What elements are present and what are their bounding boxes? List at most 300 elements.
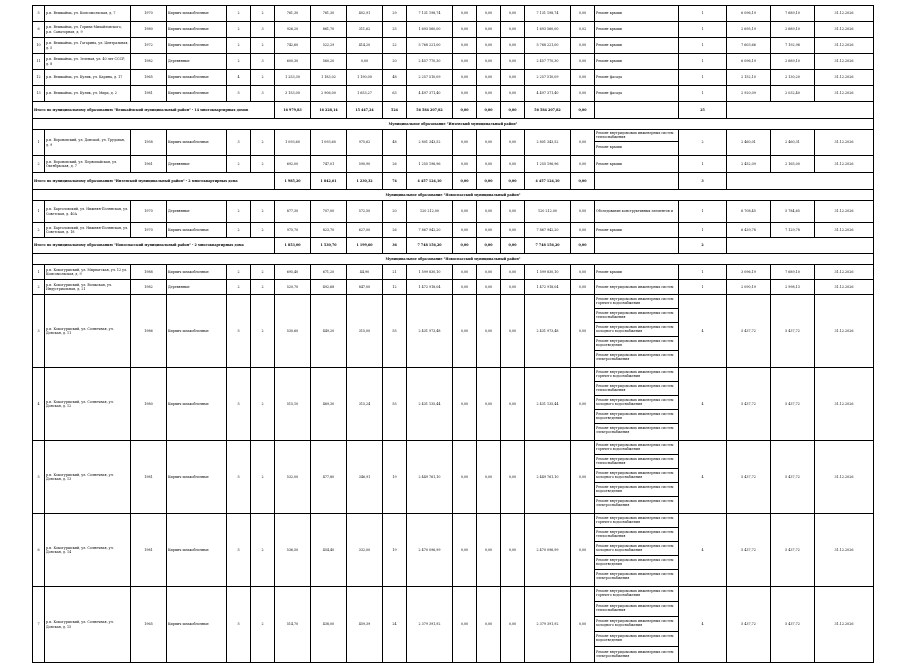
table-cell: 31.12.2026 [815,280,874,295]
total-cell: 0,00 [477,173,501,190]
total-cell: 7 748 156,20 [525,238,571,254]
table-cell: 1 [33,265,45,280]
table-cell: 1 [679,201,727,223]
table-cell: Кирпич шлакоблочные [167,70,227,86]
table-cell: 4 [679,441,727,514]
table-cell: 2 [227,54,251,70]
table-cell: 5 437,72 [727,368,771,441]
housing-repair-table [32,5,874,663]
table-cell: р.п. Вешкайма, ул. Кулик, ул. Карина, д. 17 [45,70,131,86]
total-cell: 0,00 [501,238,525,254]
work-item: Ремонт внутридомовых инженерных систем теплоснабжения [595,382,678,396]
table-cell: 7 129,78 [771,223,815,238]
table-cell: 0,00 [477,156,501,173]
table-cell: 2 090,19 [727,280,771,295]
table-cell: 2 [251,70,275,86]
table-cell: 0,00 [571,265,595,280]
table-cell: р.п. Вороновский, ул. Донской, ул. Трудовая, д. 9 [45,130,131,156]
table-cell: Деревянные [167,280,227,295]
table-cell: Деревянные [167,156,227,173]
table-cell: 5 [33,441,45,514]
table-cell: 0,00 [453,265,477,280]
work-item: Ремонт внутридомовых инженерных систем теплоснабжения [595,528,678,542]
work-item: Ремонт внутридомовых инженерных систем теплоснабжения [595,602,678,617]
work-item: Ремонт внутридомовых инженерных систем горячего водоснабжения [595,587,678,602]
table-cell: 3 [227,130,251,156]
table-cell: 1 [679,38,727,54]
table-cell: 7 867 942,20 [525,223,571,238]
table-cell: 1 [679,265,727,280]
works-list [595,38,679,54]
table-cell: 5 [227,368,251,441]
table-cell: 926,20 [275,22,311,38]
work-item: Ремонт внутридомовых инженерных систем электроснабжения [596,499,674,507]
table-cell: 7 [33,587,45,663]
table-cell: 747,01 [311,156,347,173]
work-item: Ремонт внутридомовых инженерных систем водоотведения [595,632,678,647]
total-cell: 4 457 124,10 [525,173,571,190]
table-cell: 31.12.2026 [815,22,874,38]
table-cell: 31.12.2026 [815,368,874,441]
table-cell: 1 [33,201,45,223]
table-cell: 1970 [131,201,167,223]
table-cell: 0,00 [501,6,525,22]
table-cell: 877,30 [275,201,311,223]
table-cell: 1 599 830,10 [525,265,571,280]
table-cell: 0,00 [501,86,525,102]
table-cell: 1 472 918,04 [407,280,453,295]
table-cell: 5 [227,441,251,514]
table-cell: 1981 [131,86,167,102]
works-list [595,514,679,587]
table-cell: 2 152,10 [727,70,771,86]
table-row [33,201,874,223]
table-cell: 31.12.2026 [815,130,874,156]
table-cell: 1 253,30 [275,70,311,86]
table-cell: 5 437,72 [727,441,771,514]
table-row [33,54,874,70]
table-cell: 671,20 [311,265,347,280]
table-cell: 0,00 [477,265,501,280]
work-item: Ремонт внутридомовых инженерных систем горячего водоснабжения [595,368,678,382]
table-cell: 0,00 [347,54,383,70]
table-cell: 31.12.2026 [815,38,874,54]
table-cell: 0,00 [501,223,525,238]
table-cell: 7 131 198,74 [525,6,571,22]
work-item: Обследование конструктивных элементов и [596,209,673,213]
table-cell: 761,30 [311,6,347,22]
work-item: Ремонт внутридомовых инженерных систем горячего водоснабжения [595,514,678,528]
section-title: Муниципальное образование "Новоспасский муниципальный район" [33,190,874,201]
table-row [33,514,874,587]
table-cell: 2 449 761,10 [525,441,571,514]
table-cell: 0,00 [571,130,595,156]
total-cell: 15 447,24 [347,102,383,119]
table-cell: 22 [383,38,407,54]
table-cell: 2 431 135,44 [407,368,453,441]
table-cell: 315,00 [347,295,383,368]
table-cell: 25 [383,22,407,38]
work-item: Ремонт крыши [596,270,622,274]
table-cell: 1970 [131,6,167,22]
table-cell: 1 [679,70,727,86]
table-cell: 55 [383,295,407,368]
work-item: Ремонт внутридомовых инженерных систем холодного водоснабжения [595,396,678,410]
table-cell: 0,00 [453,223,477,238]
total-cell: 56 584 207,82 [525,102,571,119]
table-cell: 5 437,72 [771,295,815,368]
works-list [595,441,679,514]
table-cell: 0,00 [453,295,477,368]
table-cell: 6 708,45 [727,201,771,223]
table-cell: 7 192,98 [771,38,815,54]
table-cell: Кирпич шлакоблочные [167,86,227,102]
table-cell: 4 [679,587,727,663]
table-cell: 6 096,19 [727,6,771,22]
work-item: Ремонт внутридомовых инженерных систем холодного водоснабжения [595,617,678,632]
table-cell: 0,00 [453,70,477,86]
work-item: Ремонт внутридомовых инженерных систем водоотведения [595,410,678,424]
works-list [595,6,679,22]
total-cell: 1 230,32 [347,173,383,190]
table-cell: 2 [227,280,251,295]
table-cell: 0,00 [501,201,525,223]
work-item: Ремонт внутридомовых инженерных систем электроснабжения [596,426,674,434]
work-item: Ремонт внутридомовых инженерных систем горячего водоснабжения [595,295,678,309]
table-cell: 522,29 [311,38,347,54]
empty-cell [595,173,679,190]
table-cell: 1972 [131,38,167,54]
empty-cell [595,102,679,119]
table-cell: 0,00 [477,86,501,102]
table-cell: 4 497 371,40 [525,86,571,102]
table-cell: 1 599 830,10 [407,265,453,280]
table-cell: 7 603,66 [727,38,771,54]
section-title: Муниципальное образование "Новоспасский муниципальный район" [33,254,874,265]
table-cell: 2 [251,6,275,22]
table-cell: 31.12.2026 [815,587,874,663]
table-cell: 2 [227,38,251,54]
table-cell: Кирпич шлакоблочные [167,22,227,38]
work-item: Ремонт внутридомовых инженерных систем теплоснабжения [595,455,678,469]
table-cell: 2 [251,201,275,223]
table-cell: 2 [227,22,251,38]
table-cell: 0,00 [477,514,501,587]
work-item: Ремонт внутридомовых инженерных систем электроснабжения [596,572,674,580]
table-cell: 477,80 [311,441,347,514]
work-item: Ремонт фасада [596,75,623,79]
table-cell: р.п. Вешкайма, ул. Кулик, ул. Мира, д. 2 [45,86,131,102]
table-cell: 1 [679,86,727,102]
table-cell: 0,00 [571,441,595,514]
table-cell: 2 470 096,99 [525,514,571,587]
table-cell: 0,00 [453,22,477,38]
works-list [595,223,679,238]
table-cell: р.п. Кокогуршский, ул. Солнечная, ул. Донская, д. 11 [45,295,131,368]
table-cell: 7 689,10 [771,6,815,22]
works-list [595,22,679,38]
table-cell: 19 [383,514,407,587]
table-cell: 1 [679,280,727,295]
table-cell: 2 998,13 [771,280,815,295]
table-cell: 0,00 [453,201,477,223]
table-cell: 2 [251,265,275,280]
table-cell: 2 [251,441,275,514]
table-cell: 0,00 [477,587,501,663]
table-cell: Кирпич шлакоблочные [167,368,227,441]
total-cell: 7 748 156,20 [407,238,453,254]
table-cell: 1965 [131,70,167,86]
table-cell: 2 [227,265,251,280]
work-item: Ремонт крыши [596,228,622,232]
table-row [33,86,874,102]
total-cell: 524 [383,102,407,119]
works-list [595,201,679,223]
table-cell: 0,00 [571,280,595,295]
table-cell: 31.12.2026 [815,265,874,280]
table-cell: р.п. Вешкайма, ул. Горина-Михайловского, р.п. Санаторная, д. 9 [45,22,131,38]
table-cell: 7 867 942,20 [407,223,453,238]
table-cell: 847,00 [347,280,383,295]
table-cell: 0,00 [501,70,525,86]
table-cell: 4 [679,295,727,368]
table-cell: 0,00 [571,38,595,54]
table-cell: Кирпич шлакоблочные [167,6,227,22]
table-cell: 31.12.2026 [815,86,874,102]
table-cell: 120 212,00 [407,201,453,223]
table-cell: Кирпич шлакоблочные [167,587,227,663]
table-cell: 449,20 [311,295,347,368]
table-cell: 311,62 [347,22,383,38]
total-cell: 36 [383,238,407,254]
table-cell: 5 437,72 [771,368,815,441]
table-cell: 7 131 198,74 [407,6,453,22]
works-list [595,295,679,368]
works-list [595,130,679,156]
table-cell: 2 [251,514,275,587]
total-label: Итого по муниципальному образованию "Новоспасский муниципальный район" - 2 многоквартирных дома [33,238,275,254]
table-cell: 5 437,72 [727,587,771,663]
table-cell: 3 096,19 [727,265,771,280]
table-cell: 1 472 918,04 [525,280,571,295]
table-cell: 2 379 391,92 [525,587,571,663]
table-cell: 13 [33,86,45,102]
empty-cell [595,238,679,254]
table-cell: 0,00 [501,54,525,70]
total-cell: 0,00 [571,238,595,254]
table-row [33,6,874,22]
table-cell: 0,00 [501,38,525,54]
table-cell: 6 439,78 [727,223,771,238]
table-cell: 0,00 [501,514,525,587]
table-cell: 12 [33,70,45,86]
table-cell: 2 130,20 [771,70,815,86]
table-cell: 536,50 [275,514,311,587]
table-cell: 1 [33,130,45,156]
table-cell: 0,00 [571,223,595,238]
total-cell: 0,00 [453,238,477,254]
table-cell: 31.12.2026 [815,6,874,22]
table-cell: 48 [383,70,407,86]
table-cell: 707,00 [311,201,347,223]
table-cell: 2 [251,223,275,238]
table-cell: 2 906,00 [311,86,347,102]
table-cell: р.п. Вешкайма, ул. Гагарина, ул. Центральная, д. 5 [45,38,131,54]
document-sheet [32,5,873,663]
table-cell: 2 801 343,52 [407,130,453,156]
table-cell: 3 [251,22,275,38]
table-cell: р.п. Вешкайма, ул. Комсомольская, д. 7 [45,6,131,22]
table-cell: 0,00 [571,70,595,86]
table-cell: 0,00 [477,201,501,223]
table-cell: 0,00 [453,38,477,54]
table-cell: 5 437,72 [771,514,815,587]
work-item: Ремонт внутридомовых инженерных систем теплоснабжения [595,130,678,142]
table-cell: 0,00 [501,130,525,156]
table-cell: 492,68 [311,280,347,295]
table-cell: 63 [383,86,407,102]
table-cell: 761,30 [275,6,311,22]
table-cell: р.п. Кокогуршский, ул. Мирватская, ул. 12 ул. Комсомольская, д. 9 [45,265,131,280]
table-cell: Кирпич шлакоблочные [167,441,227,514]
table-cell: 21 [383,265,407,280]
total-cell: 1 199,60 [347,238,383,254]
table-row [33,156,874,173]
table-cell: 5 [33,6,45,22]
table-cell: 12 [383,280,407,295]
table-cell: 19 [383,441,407,514]
table-cell: 2 449 761,10 [407,441,453,514]
table-cell: 0,00 [477,295,501,368]
works-list [595,368,679,441]
table-cell: 0,00 [453,587,477,663]
work-item: Ремонт крыши [596,11,622,15]
table-cell: Кирпич шлакоблочные [167,130,227,156]
table-cell: 31.12.2026 [815,295,874,368]
table-cell: 0,00 [453,514,477,587]
table-cell: 31.12.2026 [815,514,874,587]
total-cell: 0,00 [501,173,525,190]
table-cell: 7 689,10 [771,265,815,280]
work-item: Ремонт фасада [596,91,623,95]
table-body [33,6,874,663]
table-cell: 1 [679,156,727,173]
table-row [33,38,874,54]
table-cell: 590,90 [347,156,383,173]
table-cell: 1 183,02 [311,70,347,86]
table-cell: 530,60 [275,295,311,368]
table-cell: 31.12.2026 [815,441,874,514]
table-cell: 2 [251,156,275,173]
table-cell: 0,00 [571,54,595,70]
table-cell: 975,70 [275,223,311,238]
table-cell: 2 457 770,30 [525,54,571,70]
table-cell: 2 [251,587,275,663]
table-cell: 31.12.2026 [815,223,874,238]
total-label: Итого по муниципальному образованию "Инзенский муниципальный район" - 2 многоквартирных дома [33,173,275,190]
table-row [33,295,874,368]
table-cell: 4 [679,514,727,587]
table-cell: 2 [251,368,275,441]
table-cell: 5 437,72 [727,514,771,587]
works-list [595,54,679,70]
table-cell: 0,00 [477,6,501,22]
table-cell: 1986 [131,295,167,368]
table-cell: 3 153,00 [275,86,311,102]
table-cell: 24 [383,587,407,663]
table-cell: 6 096,19 [727,54,771,70]
total-cell: 4 457 124,10 [407,173,453,190]
table-cell: 3 [33,295,45,368]
table-cell: 402,91 [347,6,383,22]
table-cell: 0,00 [477,54,501,70]
total-cell: 1 853,00 [275,238,311,254]
table-cell: 0,00 [501,280,525,295]
table-cell: 1 093,60 [311,130,347,156]
table-cell: 695,40 [275,265,311,280]
table-cell: 0,00 [453,368,477,441]
work-item: Ремонт внутридомовых инженерных систем теплоснабжения [595,309,678,323]
table-cell: 572,50 [347,201,383,223]
table-cell: 2 431 973,48 [407,295,453,368]
table-row [33,280,874,295]
table-cell: Деревянные [167,201,227,223]
total-cell: 16 979,83 [275,102,311,119]
table-cell: 1 255 196,96 [525,156,571,173]
table-cell: 26 [383,223,407,238]
work-item: Ремонт крыши [596,145,622,150]
table-cell: 31.12.2026 [815,54,874,70]
total-count: 2 [679,238,727,254]
table-cell: 1982 [131,280,167,295]
work-item: Ремонт крыши [596,27,622,31]
table-cell: 0,00 [477,70,501,86]
table-cell: 0,00 [571,156,595,173]
table-cell: 4 497 371,40 [407,86,453,102]
table-cell: 2 689,10 [771,54,815,70]
table-cell: Кирпич шлакоблочные [167,295,227,368]
table-cell: р.п. Кокогуршский, ул. Солнечная, ул. Донская, д. 15 [45,587,131,663]
total-cell: 0,00 [453,102,477,119]
table-cell: 1 [679,6,727,22]
table-cell: 0,00 [571,295,595,368]
table-cell: 5 [227,514,251,587]
table-cell: 742,60 [275,38,311,54]
table-cell: 31.12.2026 [815,70,874,86]
table-cell: 2 431 135,44 [525,368,571,441]
table-cell: 532,00 [275,441,311,514]
total-row [33,238,874,254]
table-cell: 1981 [131,514,167,587]
table-cell: 1 [679,54,727,70]
table-cell: 4 [227,70,251,86]
table-cell: р.п. Кокогуршский, ул. Солнечная, ул. Донская, д. 12 [45,368,131,441]
total-cell: 1 985,20 [275,173,311,190]
table-cell: 3 [251,86,275,102]
table-cell: 0,00 [571,6,595,22]
table-row [33,441,874,514]
work-item: Ремонт внутридомовых инженерных систем водоотведения [595,337,678,351]
table-cell: 0,00 [571,368,595,441]
table-cell: р.п. Вешкайма, ул. Зеленая, ул. 40 лет СССР, д. 8 [45,54,131,70]
table-cell: 560,20 [311,54,347,70]
table-cell: 0,00 [453,441,477,514]
total-cell: 0,00 [501,102,525,119]
table-row [33,368,874,441]
table-row [33,70,874,86]
table-cell: Кирпич шлакоблочные [167,38,227,54]
work-item: Ремонт крыши [596,59,622,63]
